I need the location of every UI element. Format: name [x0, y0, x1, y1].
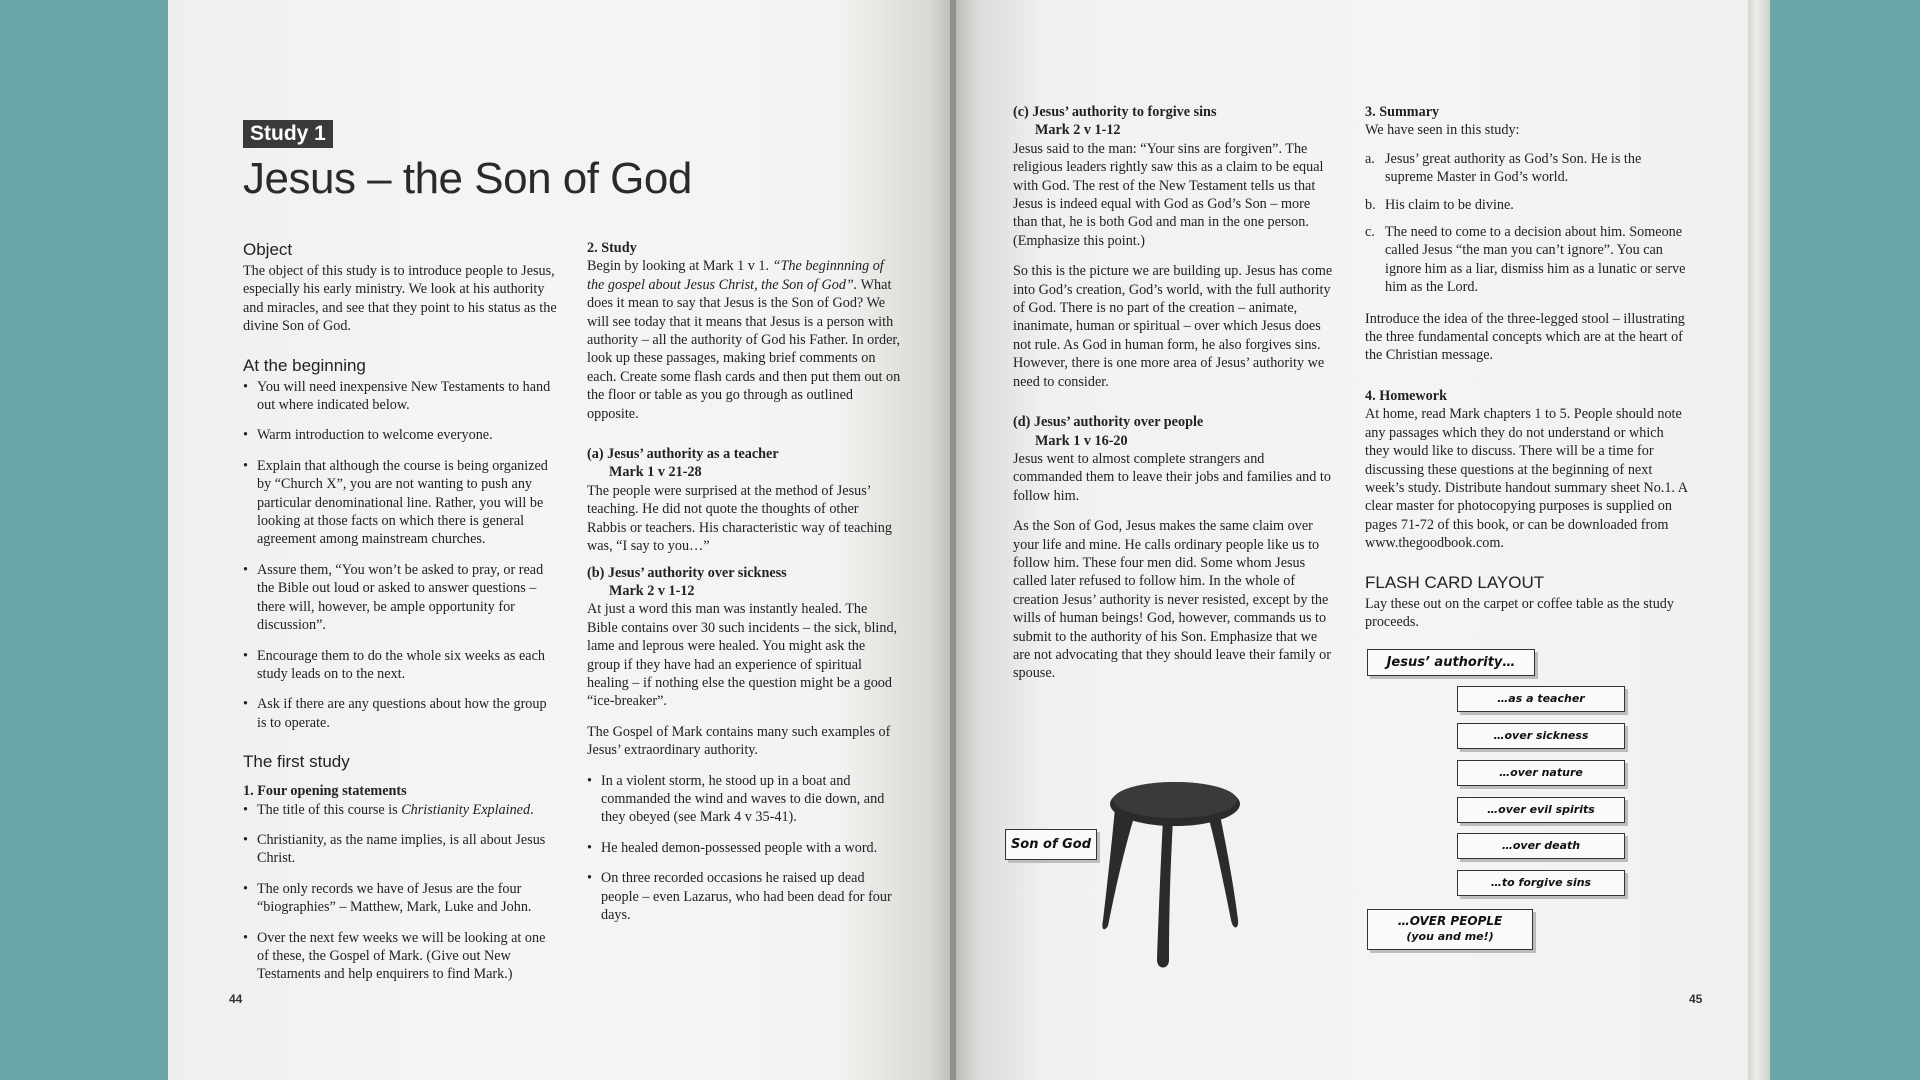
people-heading: (d) Jesus’ authority over people	[1013, 414, 1204, 431]
homework-text: At home, read Mark chapters 1 to 5. People should note any passages which they do not understand or which they would like to discuss. There will be a time for discussing these questions at the beginning of next week’s study. Distribute handout summary sheet No.1. A clear master for photocopying purposes is supplied on pages 71-72 of this book, or can be downloaded from www.thegoodbook.com.	[1365, 406, 1688, 552]
stool-text: Introduce the idea of the three-legged stool – illustrating the three fundamental concepts which are at the heart of the Christian message.	[1365, 310, 1685, 364]
teacher-ref: Mark 1 v 21-28	[609, 464, 702, 481]
list-item: • Explain that although the course is being organized by “Church X”, you are not wanting to push any particular denominational line. Rather, you will be looking at those facts on which there is general agreement among mainstream churches.	[243, 457, 559, 549]
card-evil-spirits: …over evil spirits	[1457, 797, 1625, 823]
list-item	[243, 801, 559, 819]
right-column-1	[1013, 103, 1335, 683]
card-nature: …over nature	[1457, 760, 1625, 786]
opening-statements-list	[243, 801, 559, 984]
book-spine	[950, 0, 956, 1080]
teacher-text: The people were surprised at the method of Jesus’ teaching. He did not quote the thoughts of other Rabbis or teachers. His characteristic way of teaching was, “I say to you…”	[587, 482, 892, 555]
study-intro	[587, 257, 901, 423]
card-over-people-line2: (you and me!)	[1406, 930, 1494, 943]
course-title: Christianity Explained	[401, 801, 531, 818]
list-item: • Over the next few weeks we will be looking at one of these, the Gospel of Mark. (Give out New Testaments and help enquirers to find Mark.)	[243, 929, 559, 984]
sickness-heading: (b) Jesus’ authority over sickness	[587, 564, 787, 581]
summary-list	[1365, 150, 1691, 297]
card-sickness: …over sickness	[1457, 723, 1625, 749]
study-intro-quote: “The beginnning of the gospel about Jesus Christ, the Son of God”.	[587, 258, 884, 293]
study-intro-prefix: Begin by looking at Mark 1 v 1.	[587, 258, 773, 275]
card-teacher: …as a teacher	[1457, 686, 1625, 712]
left-page-number: 44	[229, 992, 243, 1006]
list-item: • Encourage them to do the whole six weeks as each study leads on to the next.	[243, 647, 559, 684]
list-item: • You will need inexpensive New Testaments to hand out where indicated below.	[243, 378, 559, 415]
page-edges	[1748, 0, 1770, 1080]
course-title-suffix: .	[530, 801, 534, 818]
forgive-heading: (c) Jesus’ authority to forgive sins	[1013, 104, 1217, 120]
mark-text: The Gospel of Mark contains many such examples of Jesus’ extraordinary authority.	[587, 723, 891, 759]
summary-label: c.	[1365, 224, 1375, 241]
beginning-list	[243, 378, 559, 733]
first-study-heading: The first study	[243, 752, 350, 772]
left-column-1	[243, 240, 559, 996]
picture-text: So this is the picture we are building up. Jesus has come into God’s creation, God’s world, with the full authority of God. There is no part of the creation – animate, inanimate, human or spiritual – over which Jesus does not rule. As God in human form, he also forgives sins. However, there is one more area of Jesus’ authority we need to consider.	[1013, 263, 1333, 390]
list-item	[1365, 150, 1691, 187]
people-text-1: Jesus went to almost complete strangers and commanded them to leave their jobs and families and to follow him.	[1013, 450, 1331, 504]
summary-intro: We have seen in this study:	[1365, 122, 1520, 139]
summary-text: The need to come to a decision about him. Someone called Jesus “the man you can’t ignore”. You can ignore him as a liar, dismiss him as a lunatic or serve him as the Lord.	[1385, 224, 1686, 296]
beginning-heading: At the beginning	[243, 355, 366, 375]
list-item: • Warm introduction to welcome everyone.	[243, 426, 559, 444]
summary-heading: 3. Summary	[1365, 104, 1440, 120]
right-page-number: 45	[1689, 992, 1703, 1006]
card-death: …over death	[1457, 833, 1625, 859]
object-heading: Object	[243, 240, 293, 259]
list-item: • Christianity, as the name implies, is all about Jesus Christ.	[243, 831, 559, 868]
list-item	[1365, 223, 1691, 297]
card-jesus-authority: Jesus’ authority…	[1367, 649, 1535, 676]
list-item: • Assure them, “You won’t be asked to pray, or read the Bible out loud or asked to answer questions – there will, however, be ample opportunity for discussion”.	[243, 561, 559, 635]
homework-heading: 4. Homework	[1365, 387, 1447, 404]
flash-card-heading: FLASH CARD LAYOUT	[1365, 572, 1545, 592]
right-column-2	[1365, 103, 1691, 631]
opening-statements-heading: 1. Four opening statements	[243, 783, 407, 800]
study-badge-wrap	[243, 120, 333, 148]
sickness-text: At just a word this man was instantly healed. The Bible contains over 30 such incidents – the sick, blind, lame and leprous were healed. You might ask the group if they have had an experience of spiritual healing – if nothing else the question might be a good “ice-breaker”.	[587, 601, 898, 710]
card-over-people	[1367, 909, 1533, 950]
card-son-of-god: Son of God	[1005, 829, 1097, 860]
object-text: The object of this study is to introduce people to Jesus, especially his early ministry. We look at his authority and miracles, and see that they point to his status as the divine Son of God.	[243, 263, 557, 335]
forgive-text: Jesus said to the man: “Your sins are forgiven”. The religious leaders rightly saw this as a claim to be equal with God. The rest of the New Testament tells us that Jesus is indeed equal with God as God’s Son – more than that, he is both God and man in the one person. (Emphasize this point.)	[1013, 140, 1324, 249]
card-forgive-sins: …to forgive sins	[1457, 870, 1625, 896]
three-legged-stool-icon	[1095, 770, 1255, 975]
page-title: Jesus – the Son of God	[243, 154, 692, 203]
flash-card-text: Lay these out on the carpet or coffee table as the study proceeds.	[1365, 595, 1674, 630]
list-item: • The only records we have of Jesus are the four “biographies” – Matthew, Mark, Luke and John.	[243, 880, 559, 917]
list-item: • In a violent storm, he stood up in a boat and commanded the wind and waves to die down, and they obeyed (see Mark 4 v 35-41).	[587, 772, 901, 827]
people-ref: Mark 1 v 16-20	[1035, 432, 1128, 449]
list-item	[1365, 196, 1691, 214]
list-item: • Ask if there are any questions about how the group is to operate.	[243, 695, 559, 732]
summary-text: Jesus’ great authority as God’s Son. He is the supreme Master in God’s world.	[1385, 150, 1642, 186]
summary-text: His claim to be divine.	[1385, 196, 1514, 213]
study-heading: 2. Study	[587, 240, 637, 256]
people-text-2: As the Son of God, Jesus makes the same claim over your life and mine. He calls ordinary people like us to follow him. These four men did. Some whom Jesus called later refused to follow him. In the whole of creation Jesus’ authority is never resisted, except by the wills of human beings! God, however, commands us to submit to the authority of his Son. Emphasize that we are not advocating that they should leave their family or spouse.	[1013, 518, 1331, 682]
sickness-ref: Mark 2 v 1-12	[609, 582, 695, 599]
study-badge: Study 1	[243, 120, 333, 148]
teacher-heading: (a) Jesus’ authority as a teacher	[587, 446, 779, 463]
list-item: • On three recorded occasions he raised up dead people – even Lazarus, who had been dead for four days.	[587, 869, 901, 924]
summary-label: b.	[1365, 196, 1376, 213]
list-item: • He healed demon-possessed people with a word.	[587, 839, 901, 857]
left-column-2	[587, 239, 901, 936]
summary-label: a.	[1365, 150, 1375, 167]
course-title-prefix: The title of this course is	[257, 801, 402, 818]
mark-examples-list	[587, 772, 901, 925]
study-intro-rest: What does it mean to say that Jesus is the Son of God? We will see today that it means that Jesus is a person with authority – all the authority of God his Father. In order, look up these passages, making brief comments on each. Create some flash cards and then put them out on the floor or table as you go through as outlined opposite.	[587, 276, 901, 422]
card-over-people-line1: …OVER PEOPLE	[1397, 914, 1503, 928]
forgive-ref: Mark 2 v 1-12	[1035, 122, 1121, 139]
